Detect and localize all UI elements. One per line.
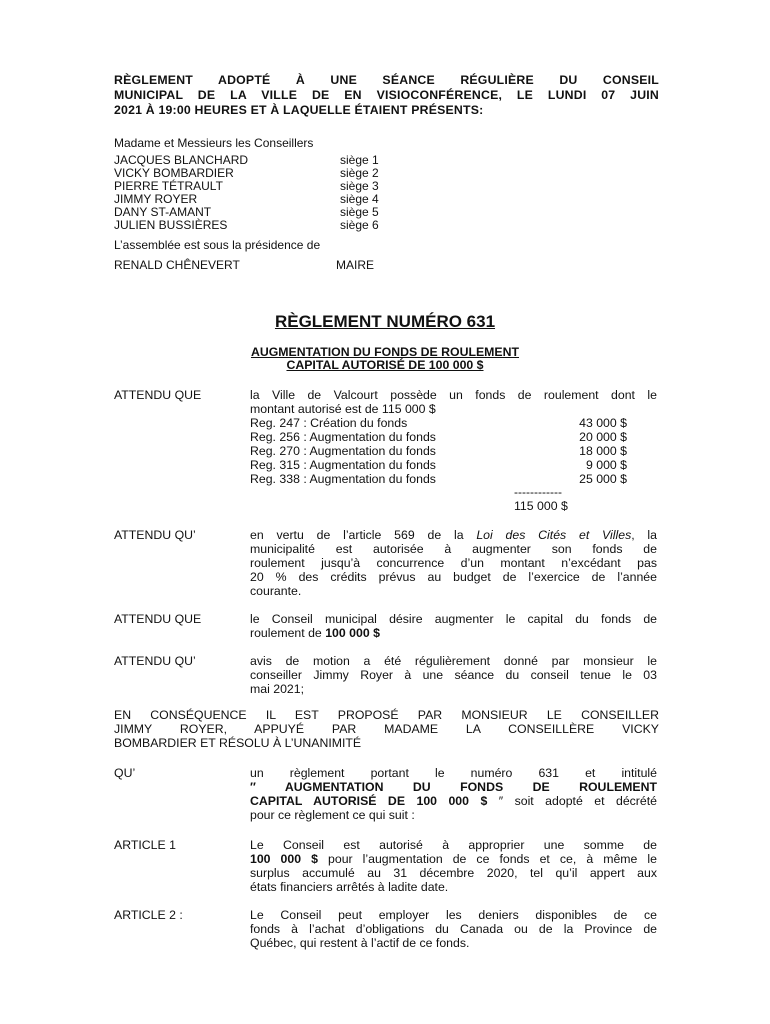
whereas-1-line: la Ville de Valcourt possède un fonds de roulement dont le: [250, 388, 657, 402]
bylaw-title: RÈGLEMENT NUMÉRO 631: [274, 312, 496, 331]
fund-total: 115 000 $: [514, 499, 568, 513]
article-1-line: surplus accumulé au 31 décembre 2020, tel qu’il appert aux: [250, 866, 657, 880]
councillors-heading: Madame et Messieurs les Conseillers: [114, 136, 314, 150]
whereas-3-line: [250, 626, 657, 640]
fund-history-item: Reg. 256 : Augmentation du fonds: [250, 430, 436, 444]
whereas-4-line: conseiller Jimmy Royer à une séance du conseil tenue le 03: [250, 668, 657, 682]
presidence-text: L’assemblée est sous la présidence de: [114, 238, 321, 252]
whereas-1-line: montant autorisé est de 115 000 $: [250, 402, 436, 416]
whereas-1-text: [250, 388, 657, 416]
fund-history-row: [250, 472, 627, 486]
article-2-line: fonds à l’achat d’obligations du Canada ou de la Province de: [250, 922, 657, 936]
whereas-2-line: municipalité est autorisée à augmenter son fonds de: [250, 542, 657, 556]
intro-line-2: MUNICIPAL DE LA VILLE DE EN VISIOCONFÉRENCE, LE LUNDI 07 JUIN: [114, 88, 659, 102]
article-2-text: [250, 908, 657, 950]
councillor-name: JACQUES BLANCHARD: [114, 153, 249, 167]
bylaw-name-bold: CAPITAL AUTORISÉ DE 100 000 $: [250, 794, 488, 808]
councillor-name: PIERRE TÉTRAULT: [114, 179, 223, 193]
fund-history-row: [250, 416, 627, 430]
intro-line-1: RÈGLEMENT ADOPTÉ À UNE SÉANCE RÉGULIÈRE DU CONSEIL: [114, 73, 659, 87]
fund-history-row: [250, 430, 627, 444]
whereas-2-line: roulement jusqu’à concurrence d’un montant n’excédant pas: [250, 556, 657, 570]
whereas-4-line: mai 2021;: [250, 682, 305, 696]
article-2-line: Québec, qui restent à l’actif de ce fonds.: [250, 936, 470, 950]
bylaw-subtitle-line-1: AUGMENTATION DU FONDS DE ROULEMENT: [250, 345, 519, 359]
intro-line-3: 2021 À 19:00 HEURES ET À LAQUELLE ÉTAIENT PRÉSENTS:: [114, 103, 484, 117]
fund-history-item: Reg. 247 : Création du fonds: [250, 416, 408, 430]
article-1-line: états financiers arrêtés à ladite date.: [250, 880, 449, 894]
fund-history-amount: 25 000 $: [579, 472, 627, 486]
whereas-3-line-part: roulement de: [250, 626, 326, 640]
councillor-name: DANY ST-AMANT: [114, 205, 212, 219]
resolution-line: BOMBARDIER ET RÉSOLU À L’UNANIMITÉ: [114, 736, 362, 750]
whereas-label: ATTENDU QUE: [114, 612, 202, 626]
councillor-seat: siège 4: [340, 192, 379, 206]
whereas-2-text: [250, 528, 657, 598]
total-separator: ------------: [514, 485, 562, 499]
councillor-seat: siège 5: [340, 205, 379, 219]
whereas-2-line-part: , la: [631, 528, 658, 542]
whereas-2-line-part: en vertu de l’article 569 de la: [250, 528, 477, 542]
fund-history-amount: 20 000 $: [579, 430, 627, 444]
councillor-seat: siège 2: [340, 166, 379, 180]
article-2-label: ARTICLE 2 :: [114, 908, 183, 922]
mayor-title: MAIRE: [336, 258, 375, 272]
law-reference: Loi des Cités et Villes: [476, 528, 632, 542]
councillor-name: VICKY BOMBARDIER: [114, 166, 234, 180]
fund-history-row: [250, 458, 627, 472]
article-1-line: [250, 852, 657, 866]
resolution-statement: [114, 708, 659, 750]
mayor-name: RENALD CHÊNEVERT: [114, 258, 240, 272]
councillor-seat: siège 3: [340, 179, 379, 193]
whereas-3-line: le Conseil municipal désire augmenter le capital du fonds de: [250, 612, 657, 626]
councillor-seat: siège 6: [340, 218, 379, 232]
bylaw-subtitle-line-2: CAPITAL AUTORISÉ DE 100 000 $: [286, 358, 484, 372]
qu-text: [250, 766, 657, 822]
article-1-text: [250, 838, 657, 894]
whereas-label: ATTENDU QUE: [114, 388, 202, 402]
fund-history-item: Reg. 338 : Augmentation du fonds: [250, 472, 436, 486]
article-2-line: Le Conseil peut employer les deniers disponibles de ce: [250, 908, 657, 922]
fund-history-item: Reg. 315 : Augmentation du fonds: [250, 458, 436, 472]
councillor-seat: siège 1: [340, 153, 379, 167]
whereas-label: ATTENDU QU’: [114, 654, 196, 668]
qu-line: [250, 794, 657, 808]
article-1-label: ARTICLE 1: [114, 838, 176, 852]
fund-history-amount: 43 000 $: [579, 416, 627, 430]
whereas-2-line: [250, 528, 657, 542]
fund-history-row: [250, 444, 627, 458]
whereas-2-line: courante.: [250, 584, 302, 598]
qu-label: QU’: [114, 766, 136, 780]
councillor-name: JIMMY ROYER: [114, 192, 198, 206]
fund-history-item: Reg. 270 : Augmentation du fonds: [250, 444, 436, 458]
amount-highlight: 100 000 $: [250, 852, 318, 866]
fund-history-amount: 18 000 $: [579, 444, 627, 458]
resolution-line: EN CONSÉQUENCE IL EST PROPOSÉ PAR MONSIEUR LE CONSEILLER: [114, 708, 659, 722]
qu-line: un règlement portant le numéro 631 et intitulé: [250, 766, 657, 780]
article-1-line: Le Conseil est autorisé à approprier une somme de: [250, 838, 657, 852]
intro-heading: [114, 73, 659, 118]
whereas-4-line: avis de motion a été régulièrement donné par monsieur le: [250, 654, 657, 668]
amount-highlight: 100 000 $: [325, 626, 380, 640]
whereas-2-line: 20 % des crédits prévus au budget de l’exercice de l’année: [250, 570, 657, 584]
qu-line: pour ce règlement ce qui suit :: [250, 808, 415, 822]
whereas-3-text: [250, 612, 657, 640]
article-1-line-part: pour l’augmentation de ce fonds et ce, à même le: [317, 852, 657, 866]
qu-line-part: ″ soit adopté et décrété: [487, 794, 657, 808]
whereas-4-text: [250, 654, 657, 696]
resolution-line: JIMMY ROYER, APPUYÉ PAR MADAME LA CONSEILLÈRE VICKY: [114, 722, 659, 736]
fund-history-amount: 9 000 $: [585, 458, 627, 472]
qu-line: ″ AUGMENTATION DU FONDS DE ROULEMENT: [250, 780, 657, 794]
whereas-label: ATTENDU QU’: [114, 528, 196, 542]
councillor-name: JULIEN BUSSIÈRES: [114, 218, 228, 232]
